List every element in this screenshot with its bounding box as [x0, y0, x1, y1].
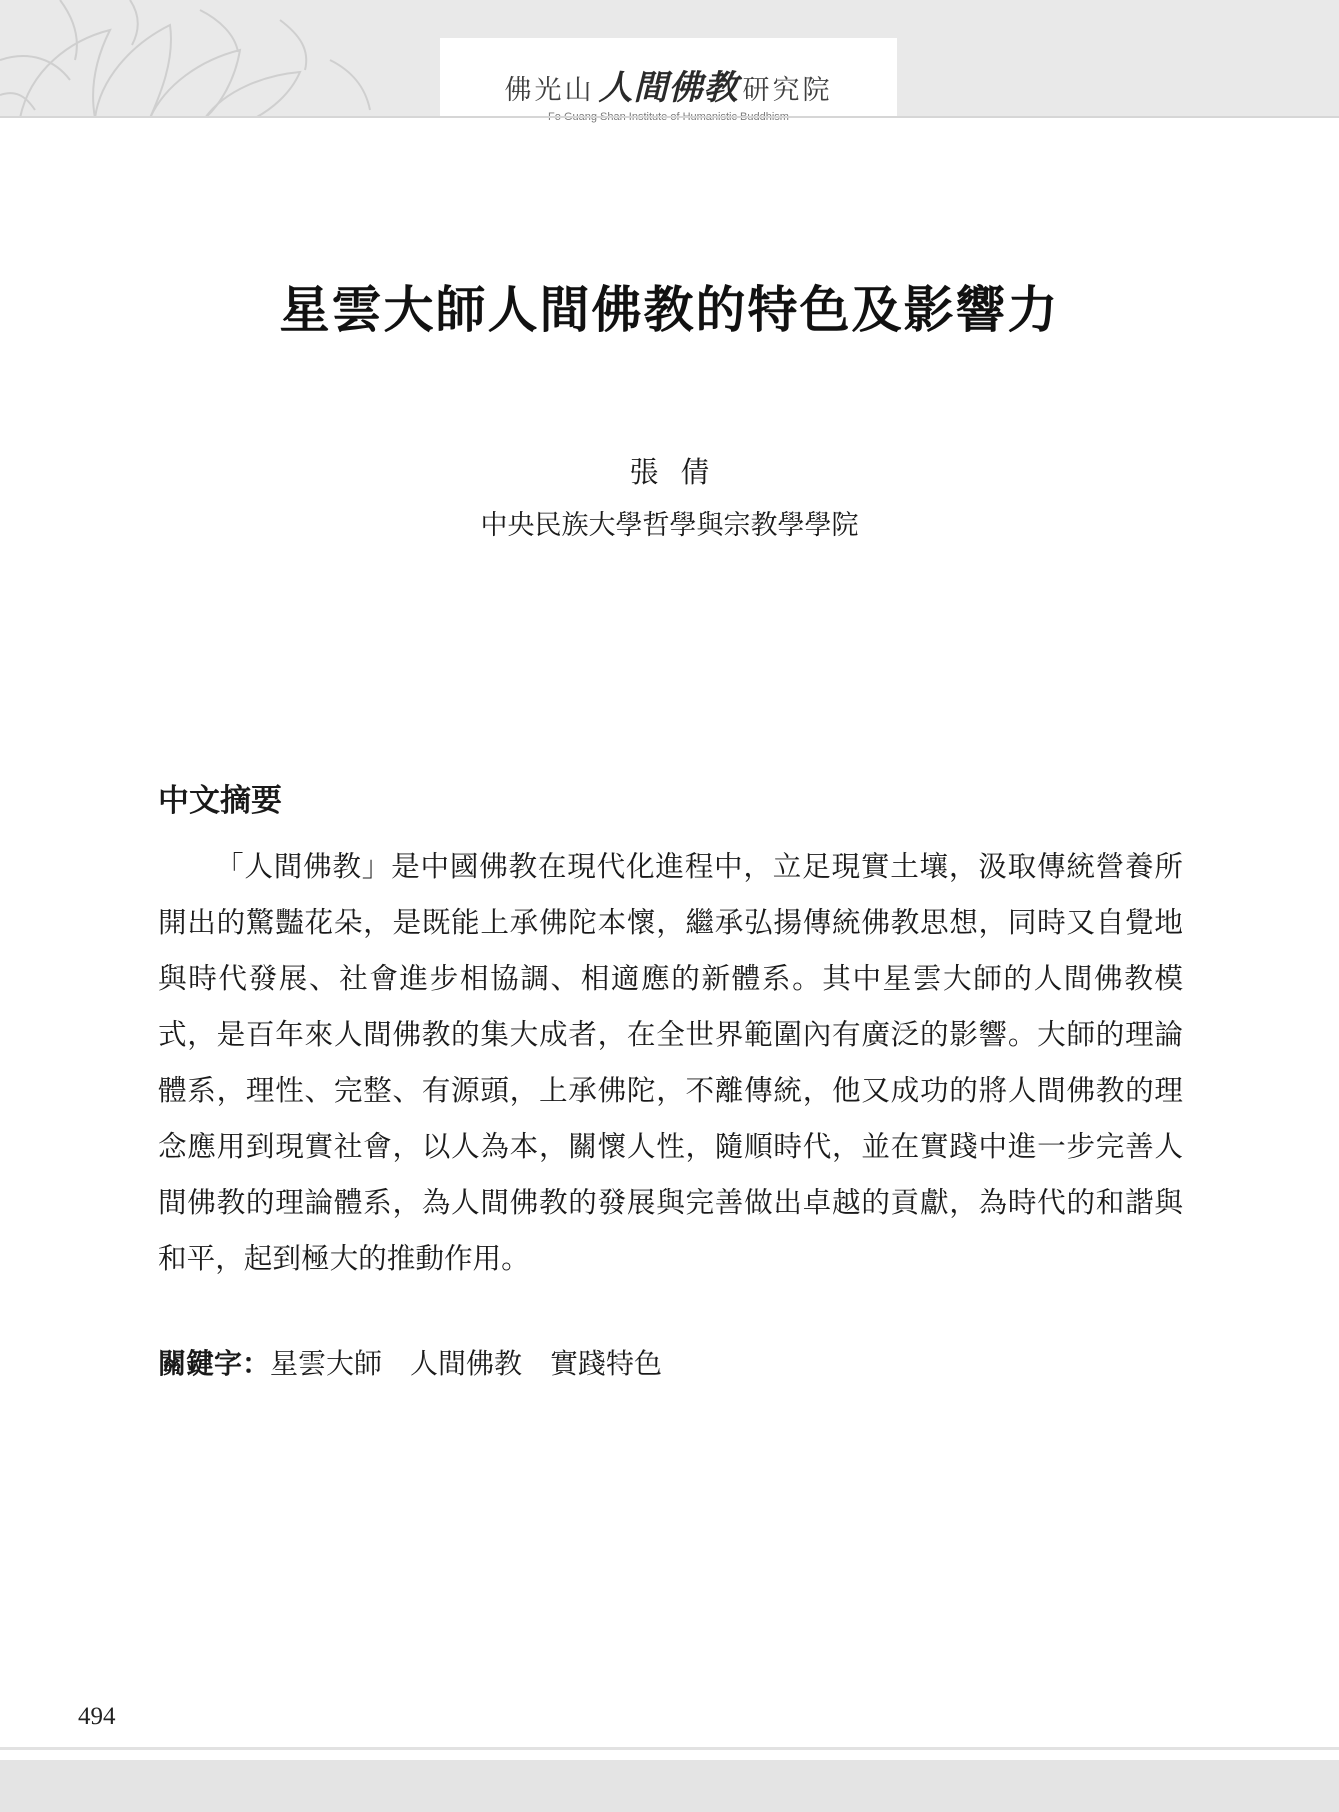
keyword-item: 星雲大師: [270, 1347, 383, 1380]
page-number: 494: [78, 1703, 116, 1730]
paper-title: 星雲大師人間佛教的特色及影響力: [279, 280, 1060, 339]
footer-divider: [0, 1747, 1339, 1750]
abstract-body: 「人間佛教」是中國佛教在現代化進程中，立足現實土壤，汲取傳統營養所開出的驚豔花朵，是既能上承佛陀本懷，繼承弘揚傳統佛教思想，同時又自覺地與時代發展、社會進步相協調、相適應的新體系。其中星雲大師的人間佛教模式，是百年來人間佛教的集大成者，在全世界範圍內有廣泛的影響。大師的理論體系，理性、完整、有源頭，上承佛陀，不離傳統，他又成功的將人間佛教的理念應用到現實社會，以人為本，關懷人性，隨順時代，並在實踐中進一步完善人間佛教的理論體系，為人間佛教的發展與完善做出卓越的貢獻，為時代的和諧與和平，起到極大的推動作用。: [158, 849, 1183, 1275]
keywords-label: 關鍵字：: [158, 1347, 271, 1380]
header-band: [0, 0, 1339, 118]
author-name: 張倩: [629, 455, 732, 489]
lotus-ornament-icon: [0, 0, 420, 118]
institute-script-logo: 人間佛教: [598, 68, 739, 108]
keyword-item: 人間佛教: [410, 1347, 523, 1380]
author-affiliation: 中央民族大學哲學與宗教學學院: [480, 510, 859, 541]
abstract-heading: 中文摘要: [158, 783, 282, 819]
keyword-item: 實踐特色: [550, 1347, 663, 1380]
keywords: [158, 1342, 690, 1382]
institute-header: [440, 38, 897, 120]
institute-prefix: 佛光山: [504, 75, 595, 106]
institute-name: [440, 60, 897, 109]
institute-suffix: 研究院: [742, 75, 833, 106]
footer-band: [0, 1760, 1339, 1812]
header-divider: [0, 116, 1339, 118]
